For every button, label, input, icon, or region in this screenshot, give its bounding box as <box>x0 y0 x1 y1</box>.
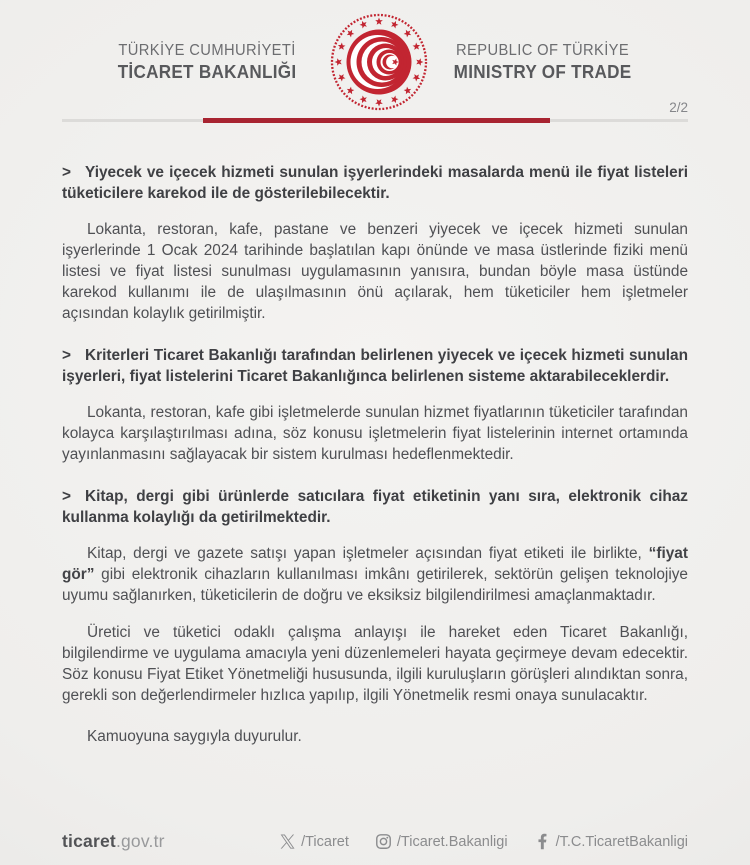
site-url-bold: ticaret <box>62 831 116 851</box>
chevron-bullet-icon: > <box>62 164 71 181</box>
divider-accent <box>203 118 550 123</box>
closing-paragraph: Üretici ve tüketici odaklı çalışma anlayışı ile hareket eden Ticaret Bakanlığı, bilgilendirme ve uygulama amacıyla yeni düzenlemeleri hayata geçirmeye devam edecektir. Söz konusu Fiyat Etiket Yönetmeliği hususunda, ilgili kuruluşların görüşleri alındıktan sonra, gerekli son değerlendirmeler hızlıca yapılıp, ilgili Yönetmelik resmi onaya sunulacaktır. <box>62 624 688 704</box>
section-paragraph: Lokanta, restoran, kafe gibi işletmelerde sunulan hizmet fiyatlarının tüketiciler tarafından kolayca karşılaştırılması adına, söz konusu işletmelerin fiyat listelerinin internet ortamında yayınlanmasını sağlayacak bir sistem kurulması hedeflenmektedir. <box>62 404 688 463</box>
ministry-of-trade-emblem-icon <box>329 12 429 112</box>
section-heading-text: Kitap, dergi gibi ürünlerde satıcılara fiyat etiketinin yanı sıra, elektronik cihaz kullanma kolaylığı da getirilmektedir. <box>62 488 688 526</box>
social-handle: /Ticaret.Bakanligi <box>396 833 508 850</box>
ministry-name-en-line2: MINISTRY OF TRADE <box>454 61 632 82</box>
section-heading-text: Kriterleri Ticaret Bakanlığı tarafından belirlenen yiyecek ve içecek hizmeti sunulan işyerleri, fiyat listelerini Ticaret Bakanlığınca belirlenen sisteme aktarabileceklerdir. <box>62 347 688 385</box>
section-price-list-system <box>62 345 688 465</box>
section-books-price-tag <box>62 486 688 606</box>
section-heading <box>62 345 688 387</box>
section-heading <box>62 486 688 528</box>
social-links <box>279 833 688 850</box>
header <box>0 0 750 112</box>
ministry-name-tr-line1: TÜRKİYE CUMHURİYETİ <box>118 41 297 59</box>
footer <box>0 831 750 852</box>
paragraph-bold-term: “fiyat gör” <box>62 545 688 583</box>
social-link-instagram[interactable] <box>375 833 508 850</box>
chevron-bullet-icon: > <box>62 488 71 505</box>
ministry-name-turkish <box>118 42 297 83</box>
section-paragraph: Lokanta, restoran, kafe, pastane ve benzeri yiyecek ve içecek hizmeti sunulan işyerlerinde 1 Ocak 2024 tarihinde başlatılan kapı önünde ve masa üstlerinde fiziki menü listesi ve fiyat listesi sunulması uygulamasının yanısıra, bundan böyle masa üstünde karekod kullanımı ile de ulaşılmasının önü açılarak, hem tüketiciler hem işletmeler açısından kolaylık getirilmiştir. <box>62 221 688 322</box>
chevron-bullet-icon: > <box>62 347 71 364</box>
site-url-rest: .gov.tr <box>115 831 165 851</box>
ministry-name-en-line1: REPUBLIC OF TÜRKİYE <box>456 41 630 59</box>
social-handle: /Ticaret <box>301 833 349 850</box>
section-qr-menu <box>62 162 688 324</box>
page-indicator: 2/2 <box>669 100 688 115</box>
social-handle: /T.C.TicaretBakanligi <box>555 833 688 850</box>
social-link-facebook[interactable] <box>534 833 688 850</box>
x-icon <box>279 833 296 850</box>
instagram-icon <box>375 833 392 850</box>
ministry-name-tr-line2: TİCARET BAKANLIĞI <box>118 61 297 82</box>
signoff-line: Kamuoyuna saygıyla duyurulur. <box>87 728 302 745</box>
content <box>62 162 688 747</box>
divider <box>62 119 688 122</box>
section-heading <box>62 162 688 204</box>
site-url[interactable] <box>62 831 165 852</box>
paragraph-text-post: gibi elektronik cihazların kullanılması imkânı getirilerek, sektörün gelişen teknolojiye uyumu sağlanırken, tüketicilerin de doğru ve eksiksiz bilgilendirilmesi amaçlanmaktadır. <box>62 566 688 604</box>
ministry-name-english <box>454 42 632 83</box>
social-link-x[interactable] <box>279 833 349 850</box>
section-paragraph <box>62 543 688 606</box>
facebook-icon <box>534 833 551 850</box>
paragraph-text-pre: Kitap, dergi ve gazete satışı yapan işletmeler açısından fiyat etiketi ile birlikte, <box>87 545 649 562</box>
section-heading-text: Yiyecek ve içecek hizmeti sunulan işyerlerindeki masalarda menü ile fiyat listeleri tüketicilere karekod ile de gösterilebilecektir. <box>62 164 688 202</box>
